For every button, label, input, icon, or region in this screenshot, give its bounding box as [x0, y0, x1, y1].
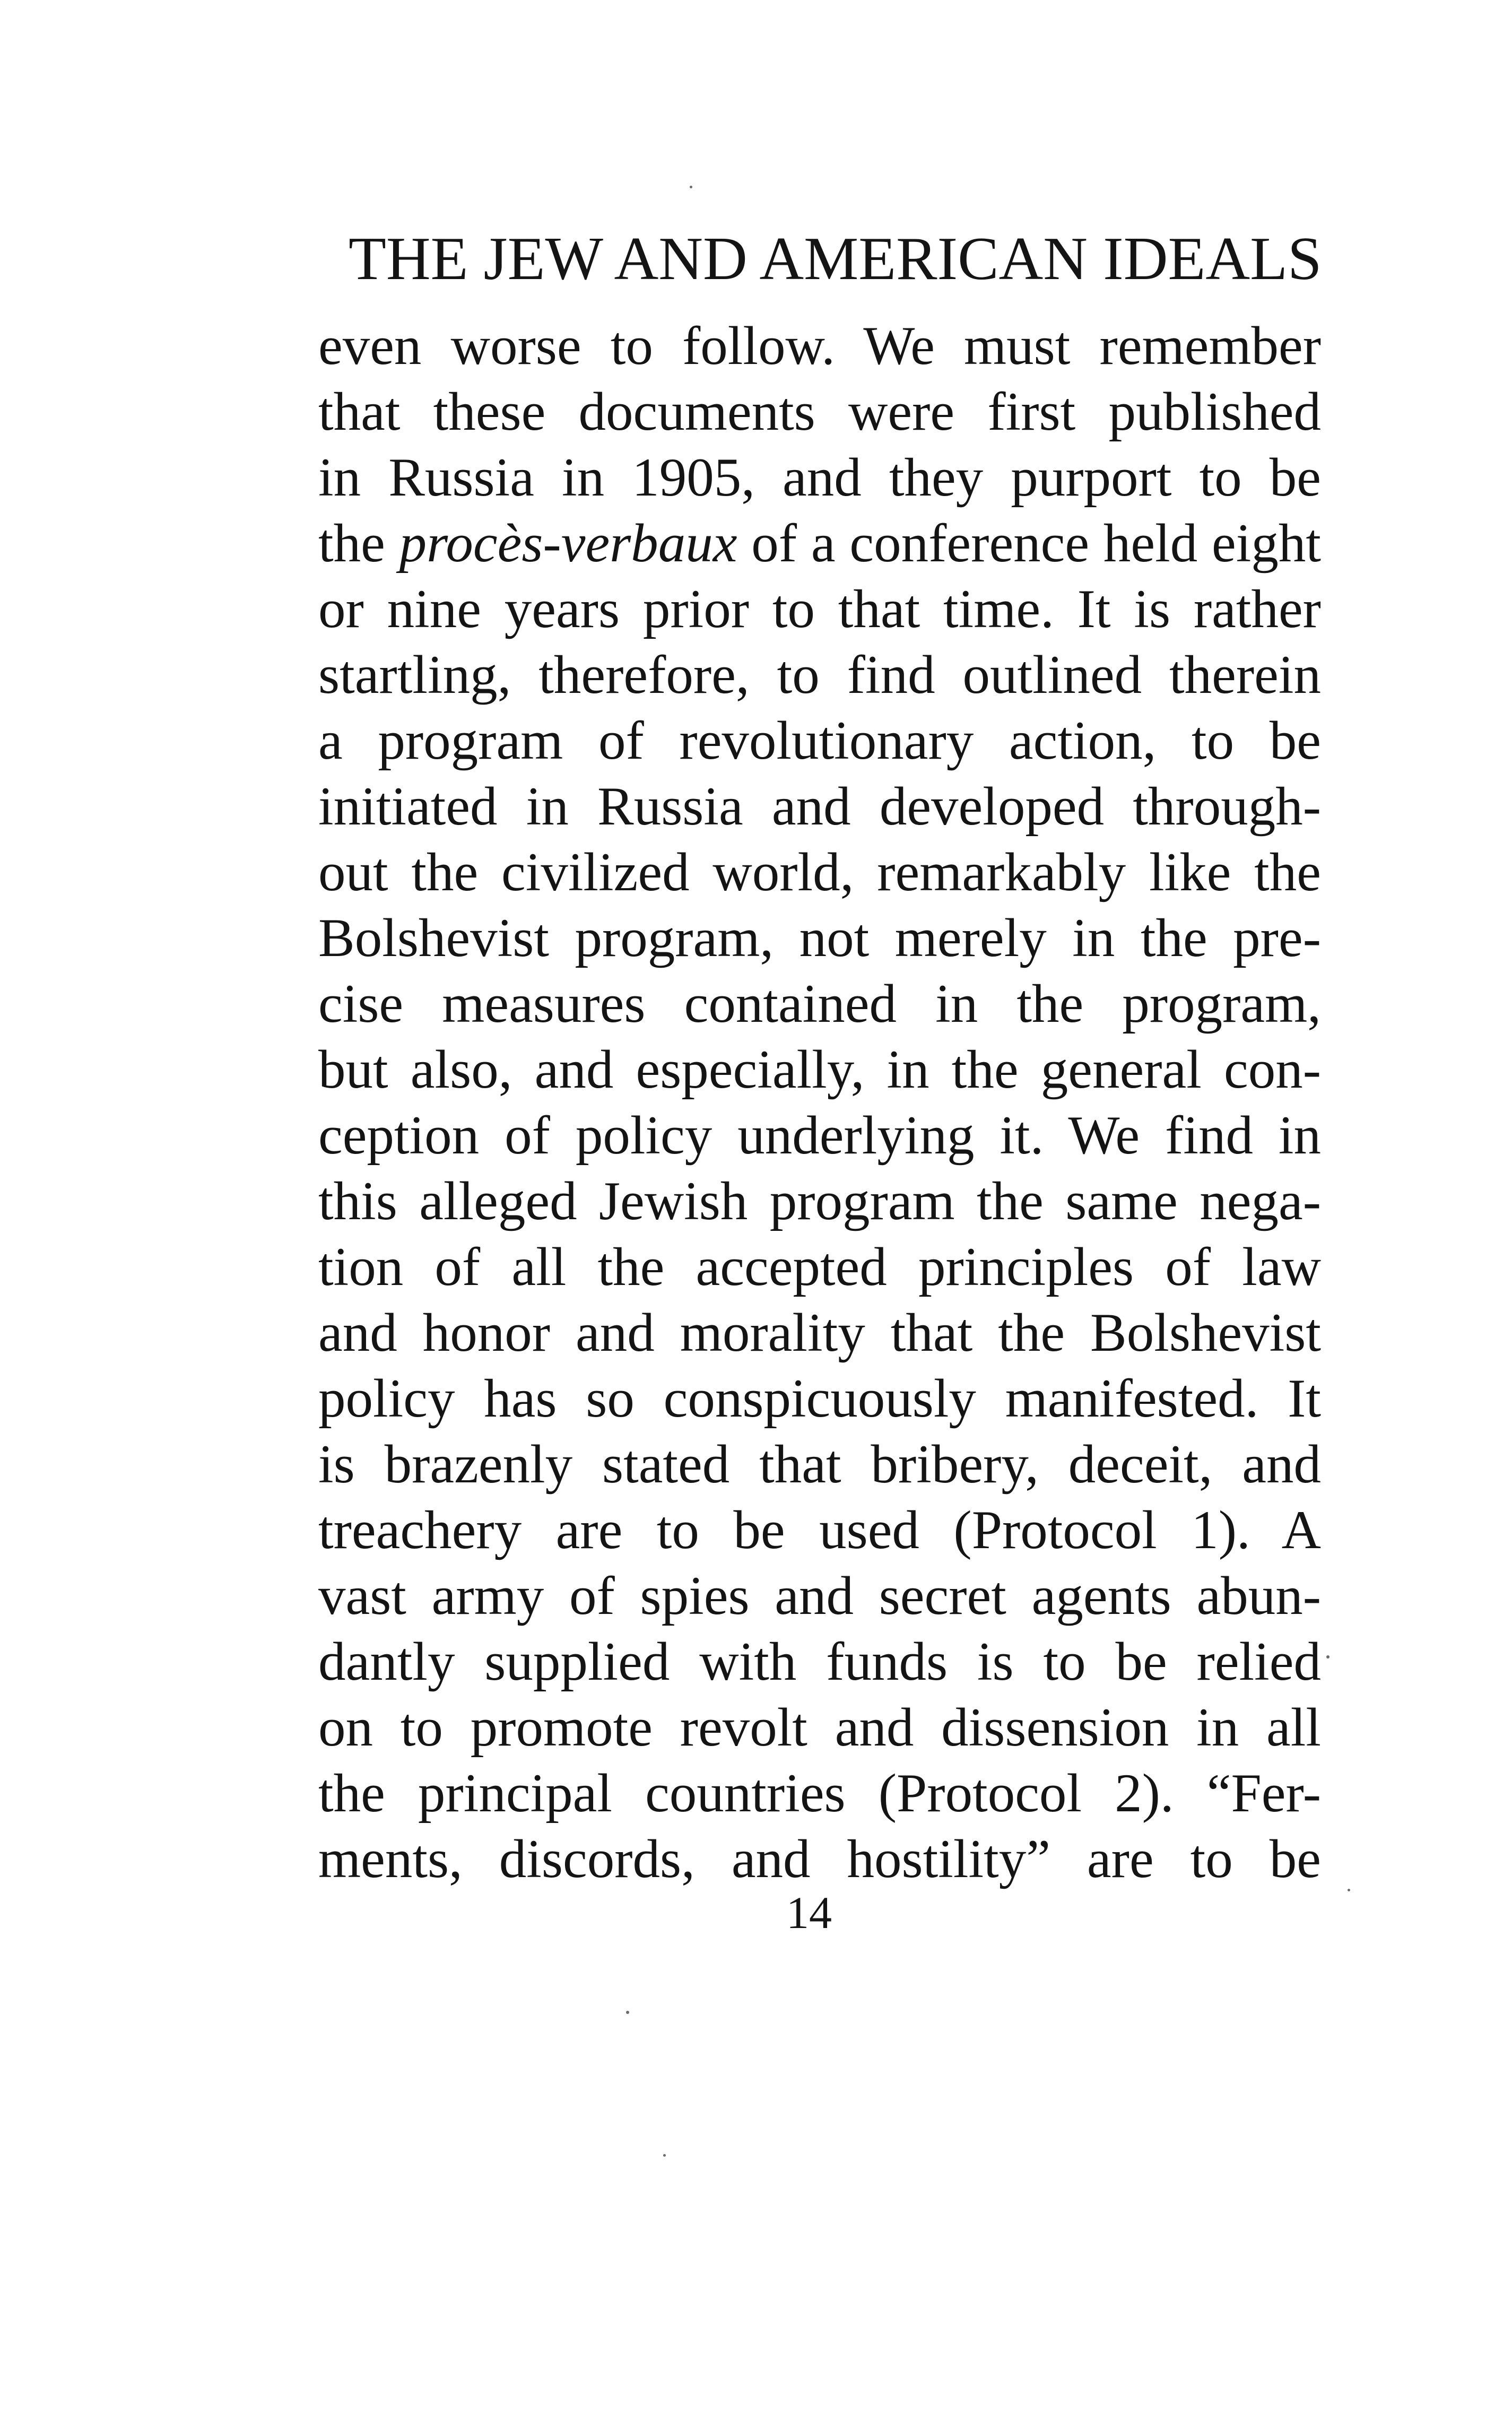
text-line: or nine years prior to that time. It is rather	[318, 579, 1321, 639]
body-text	[318, 313, 1321, 1892]
text-segment: the	[318, 513, 399, 574]
text-line: a program of revolutionary action, to be	[318, 710, 1321, 771]
text-line: cise measures contained in the program,	[318, 974, 1321, 1034]
text-line: on to promote revolt and dissension in all	[318, 1697, 1321, 1758]
text-line: treachery are to be used (Protocol 1). A	[318, 1500, 1321, 1560]
page-number: 14	[786, 1887, 832, 1938]
text-line: this alleged Jewish program the same nega-	[318, 1171, 1321, 1231]
text-line: even worse to follow. We must remember	[318, 316, 1321, 376]
text-line: in Russia in 1905, and they purport to be	[318, 447, 1321, 508]
text-line: the principal countries (Protocol 2). “Fer-	[318, 1763, 1321, 1823]
text-line: initiated in Russia and developed through-	[318, 776, 1321, 837]
scan-speck	[663, 2154, 666, 2157]
scan-speck	[1348, 1889, 1350, 1891]
text-line: policy has so conspicuously manifested. It	[318, 1368, 1321, 1429]
text-line: Bolshevist program, not merely in the pre-	[318, 908, 1321, 968]
scan-speck	[690, 186, 692, 188]
text-line: and honor and morality that the Bolshevist	[318, 1302, 1321, 1363]
text-line: is brazenly stated that bribery, deceit, and	[318, 1434, 1321, 1495]
text-line: out the civilized world, remarkably like the	[318, 842, 1321, 902]
scan-speck	[1326, 1655, 1329, 1658]
running-head: THE JEW AND AMERICAN IDEALS	[349, 225, 1322, 293]
text-line: that these documents were first published	[318, 381, 1321, 442]
text-segment: of a conference held eight	[737, 513, 1321, 574]
text-line: vast army of spies and secret agents abun-	[318, 1566, 1321, 1626]
text-line: ception of policy underlying it. We find in	[318, 1105, 1321, 1166]
italic-phrase: procès-verbaux	[399, 513, 737, 574]
text-line: tion of all the accepted principles of law	[318, 1237, 1321, 1297]
text-line: startling, therefore, to find outlined therein	[318, 645, 1321, 705]
text-line: but also, and especially, in the general con-	[318, 1039, 1321, 1100]
text-line	[318, 510, 1321, 576]
scan-speck	[626, 2011, 629, 2014]
text-line: dantly supplied with funds is to be relied	[318, 1631, 1321, 1692]
text-line: ments, discords, and hostility” are to be	[318, 1829, 1321, 1889]
